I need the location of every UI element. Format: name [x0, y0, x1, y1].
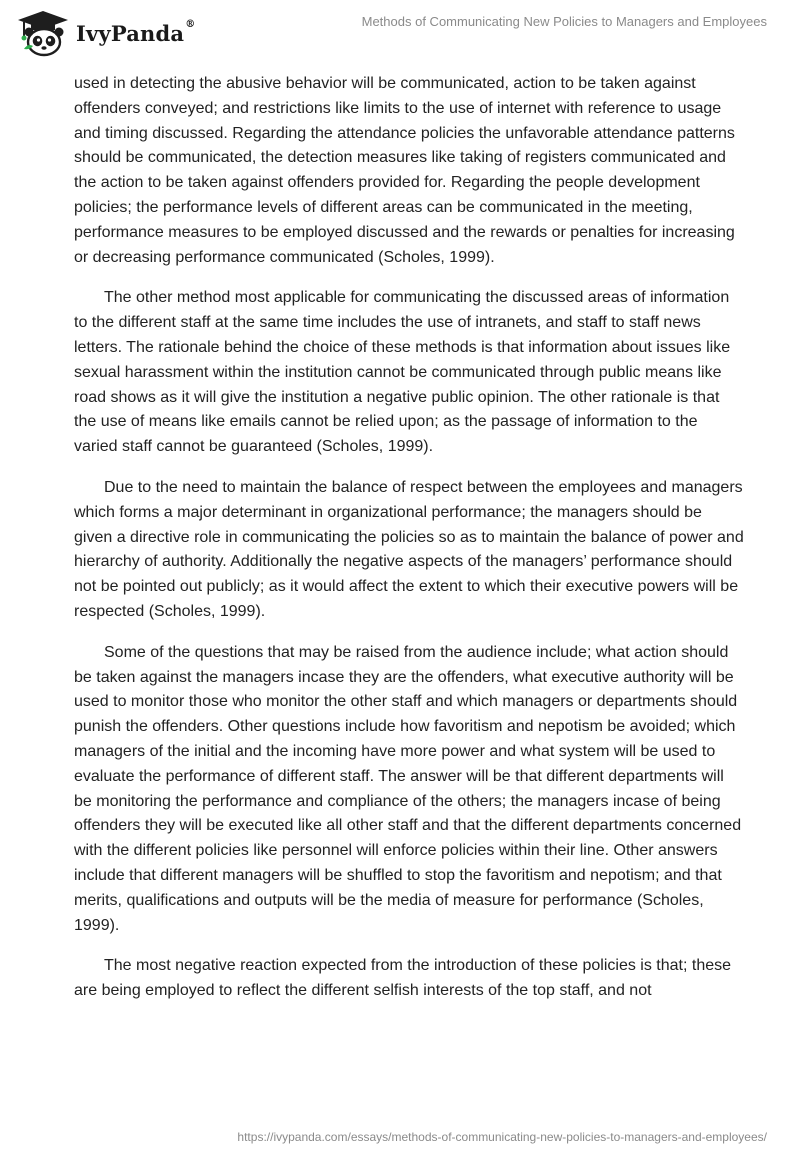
brand-logo[interactable] [16, 9, 195, 57]
essay-body [74, 72, 744, 1020]
page-header [0, 0, 800, 70]
essay-paragraph: used in detecting the abusive behavior will be communicated, action to be taken against offenders conveyed; and restrictions like limits to the use of internet with reference to usage and timing discussed. Regarding the attendance policies the unfavorable attendance patterns should be communicated, the detection measures like taking of registers communicated and the action to be taken against offenders provided for. Regarding the people development policies; the performance levels of different areas can be communicated in the meeting, performance measures to be employed discussed and the rewards or penalties for increasing or decreasing performance communicated (Scholes, 1999). [74, 75, 735, 266]
brand-name: IvyPanda® [76, 18, 196, 46]
essay-paragraph: Some of the questions that may be raised from the audience include; what action should be taken against the managers incase they are the offenders, what executive authority will be used to monitor those who monitor the other staff and which managers or departments should punish the offenders. Other questions include how favoritism and nepotism be avoided; which managers of the initial and the incoming have more power and what system will be used to evaluate the performance of different staff. The answer will be that different departments will be monitoring the performance and compliance of the others; the managers incase of being offenders they will be executed like all other staff and that the different departments concerned with the different policies like personnel will enforce policies within their line. Other answers include that different managers will be shuffled to stop the favoritism and nepotism; and that merits, qualifications and outputs will be the media of measure for performance (Scholes, 1999). [74, 643, 742, 934]
document-title: Methods of Communicating New Policies to Managers and Employees [361, 14, 767, 29]
essay-paragraph: The most negative reaction expected from the introduction of these policies is that; these are being employed to reflect the different selfish interests of the top staff, and not [74, 957, 732, 1000]
essay-paragraph: The other method most applicable for communicating the discussed areas of information to the different staff at the same time includes the use of intranets, and staff to staff news letters. The rationale behind the choice of these methods is that information about issues like sexual harassment within the institution cannot be communicated through public means like road shows as it will give the institution a negative public opinion. The other rationale is that the use of means like emails cannot be relied upon; as the passage of information to the varied staff cannot be guaranteed (Scholes, 1999). [74, 289, 731, 456]
essay-paragraph: Due to the need to maintain the balance of respect between the employees and managers which forms a major determinant in organizational performance; the managers should be given a directive role in communicating the policies so as to maintain the balance of power and hierarchy of authority. Additionally the negative aspects of the managers’ performance should not be pointed out publicly; as it would affect the extent to which their executive powers will be respected (Scholes, 1999). [74, 478, 744, 620]
panda-graduation-cap-icon [16, 9, 70, 57]
source-url[interactable]: https://ivypanda.com/essays/methods-of-communicating-new-policies-to-managers-and-employees/ [237, 1130, 767, 1144]
